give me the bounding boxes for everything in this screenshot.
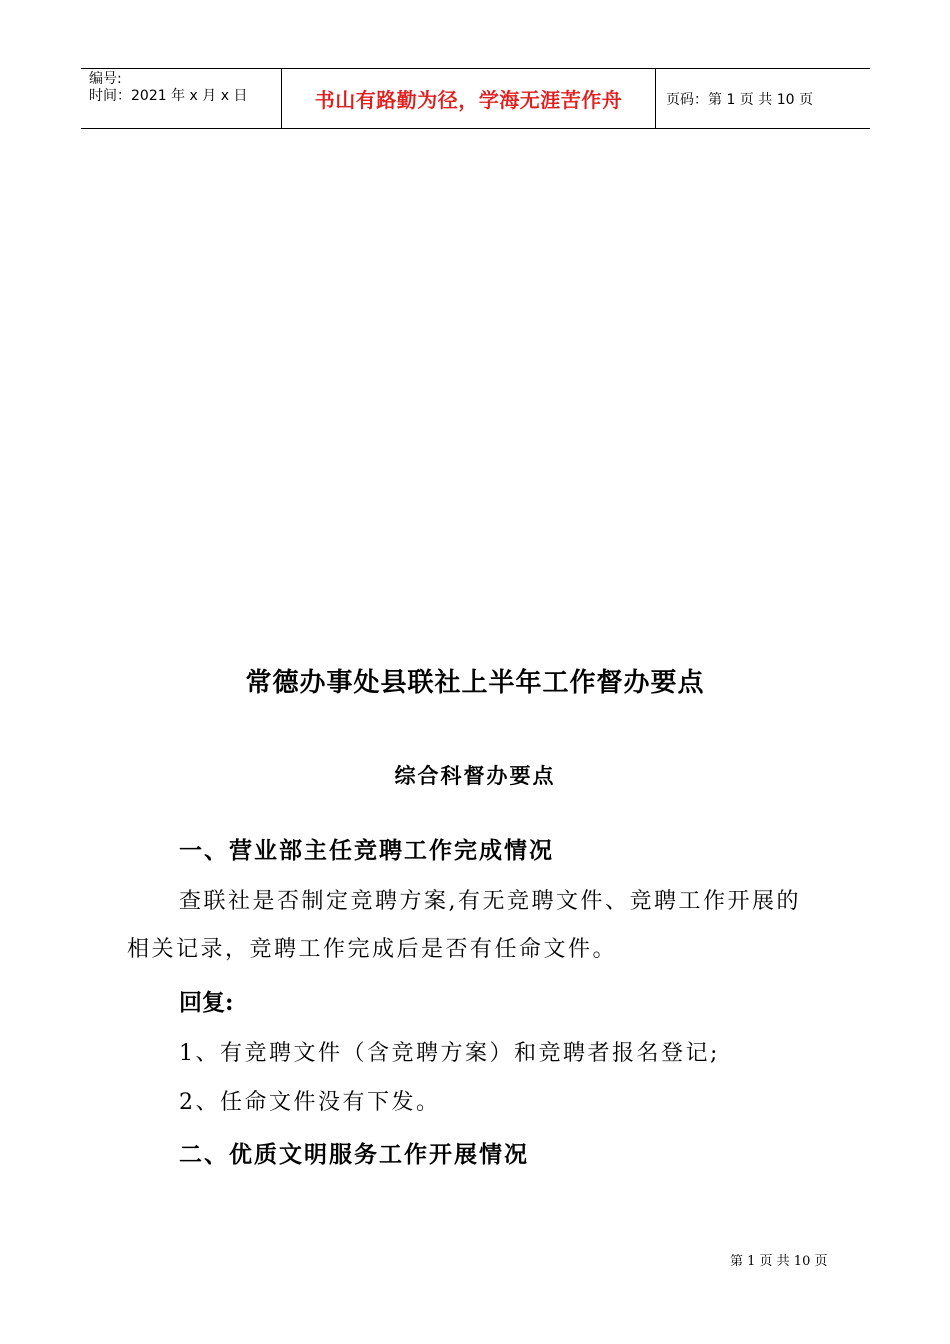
header-page-cell bbox=[656, 69, 870, 128]
reply-item-1: 1、有竞聘文件（含竞聘方案）和竞聘者报名登记; bbox=[179, 1041, 720, 1066]
document-subtitle: 综合科督办要点 bbox=[394, 763, 556, 788]
page-footer: 第 1 页 共 10 页 bbox=[730, 1254, 828, 1269]
section-1-paragraph-line-1: 查联社是否制定竞聘方案,有无竞聘文件、竞聘工作开展的 bbox=[179, 889, 801, 914]
section-1-heading: 一、营业部主任竞聘工作完成情况 bbox=[179, 837, 554, 864]
section-1-paragraph-line-2: 相关记录，竞聘工作完成后是否有任命文件。 bbox=[127, 937, 618, 962]
reply-label: 回复: bbox=[179, 989, 234, 1016]
document-title: 常德办事处县联社上半年工作督办要点 bbox=[245, 668, 705, 698]
header-motto-cell bbox=[282, 69, 656, 128]
number-label: 编号: bbox=[89, 71, 122, 87]
header-meta-cell bbox=[81, 69, 282, 128]
document-header bbox=[81, 68, 870, 129]
reply-item-2: 2、任命文件没有下发。 bbox=[179, 1090, 441, 1115]
motto-text: 书山有路勤为径，学海无涯苦作舟 bbox=[314, 88, 623, 112]
section-2-heading: 二、优质文明服务工作开展情况 bbox=[179, 1141, 529, 1168]
time-label: 时间：2021 年 x 月 x 日 bbox=[89, 88, 248, 104]
header-page-info: 页码：第 1 页 共 10 页 bbox=[666, 91, 813, 108]
